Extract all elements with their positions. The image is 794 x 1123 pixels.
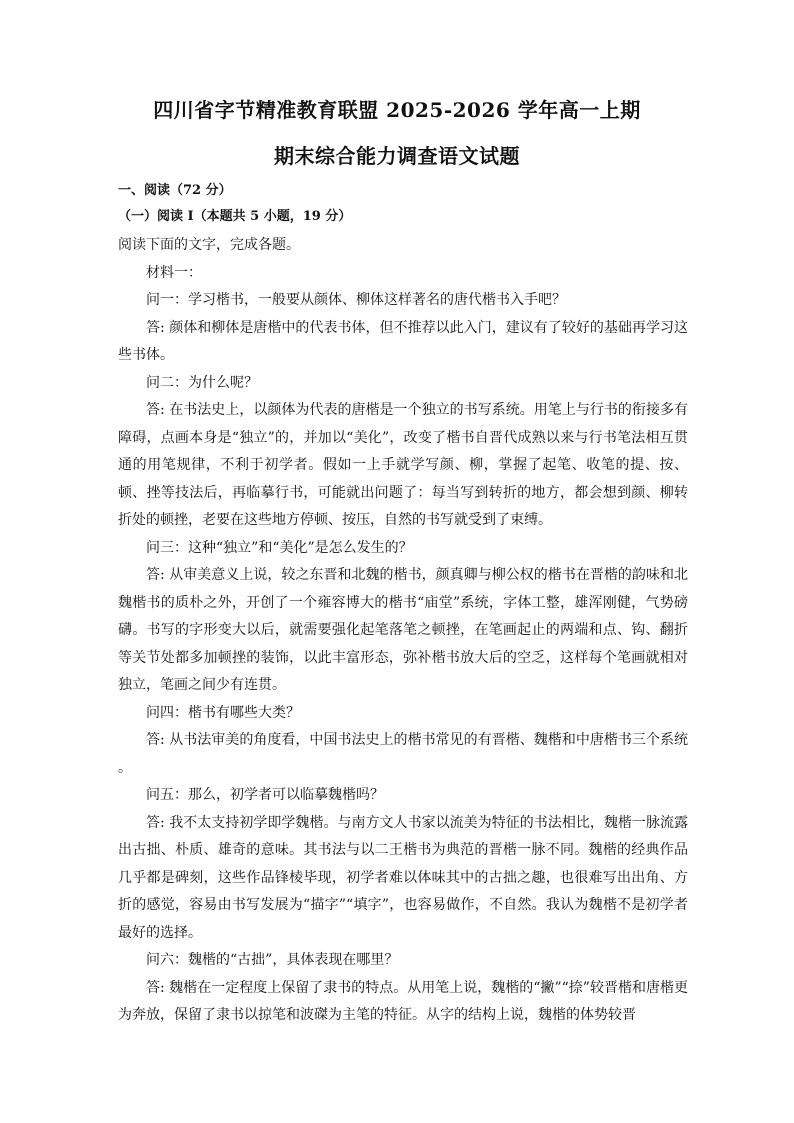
answer-6: 答: 魏楷在一定程度上保留了隶书的特点。从用笔上说，魏楷的“撇”“捺”较晋楷和唐楷更为奔放，保留了隶书以掠笔和波磔为主笔的特征。从字的结构上说，魏楷的体势较晋: [118, 979, 688, 1023]
answer-4: 答: 从书法审美的角度看，中国书法史上的楷书常见的有晋楷、魏楷和中唐楷书三个系统 。: [118, 732, 688, 776]
question-1: 问一：学习楷书，一般要从颜体、柳体这样著名的唐代楷书入手吧？: [146, 292, 566, 308]
question-4: 问四：楷书有哪些大类？: [146, 704, 300, 721]
answer-2: 答: 在书法史上，以颜体为代表的唐楷是一个独立的书写系统。用笔上与行书的衔接多有障碍，点画本身是“独立”的，并加以“美化”，改变了楷书自晋代成熟以来与行书笔法相互贯通的用笔规律，不利于初学者。假如一上手就学写颜、柳，掌握了起笔、收笔的提、按、顿、挫等技法后，再临摹行书，可能就出问题了：每当写到转折的地方，都会想到颜、柳转折处的顿挫，老要在这些地方停顿、按压，自然的书写就受到了束缚。: [118, 402, 688, 528]
subsection-heading: （一）阅读 I（本题共 5 小题，19 分）: [118, 209, 352, 224]
instruction-text: 阅读下面的文字，完成各题。: [118, 237, 300, 253]
reading-passage: [118, 232, 688, 1030]
answer-3: 答: 从审美意义上说，较之东晋和北魏的楷书，颜真卿与柳公权的楷书在晋楷的韵味和北魏楷书的质朴之外，开创了一个雍容博大的楷书“庙堂”系统，字体工整，雄浑刚健，气势磅礴。书写的字形变大以后，就需要强化起笔落笔之顿挫，在笔画起止的两端和点、钩、翻折等关节处都多加顿挫的装饰，以此丰富形态，弥补楷书放大后的空乏，这样每个笔画就相对独立，笔画之间少有连贯。: [118, 567, 688, 693]
question-6: 问六：魏楷的“古拙”，具体表现在哪里？: [146, 952, 399, 968]
question-2: 问二：为什么呢？: [146, 374, 258, 391]
document-title-line-1: 四川省字节精准教育联盟 2025-2026 学年高一上期: [153, 98, 641, 122]
answer-1: 答: 颜体和柳体是唐楷中的代表书体，但不推荐以此入门，建议有了较好的基础再学习这些书体。: [118, 319, 688, 363]
question-3: 问三：这种“独立”和“美化”是怎么发生的？: [146, 539, 413, 556]
section-heading: 一、阅读（72 分）: [118, 183, 232, 198]
answer-5: 答: 我不太支持初学即学魏楷。与南方文人书家以流美为特征的书法相比，魏楷一脉流露出古拙、朴质、雄奇的意味。其书法与以二王楷书为典范的晋楷一脉不同。魏楷的经典作品几乎都是碑刻，这些作品锋棱毕现，初学者难以体味其中的古拙之趣，也很难写出出角、方折的感觉，容易由书写发展为“描字”“填字”，也容易做作，不自然。我认为魏楷不是初学者最好的选择。: [118, 814, 688, 941]
document-title-line-2: 期末综合能力调查语文试题: [274, 144, 520, 168]
question-5: 问五：那么，初学者可以临摹魏楷吗？: [146, 787, 384, 803]
material-label: 材料一：: [146, 264, 202, 281]
